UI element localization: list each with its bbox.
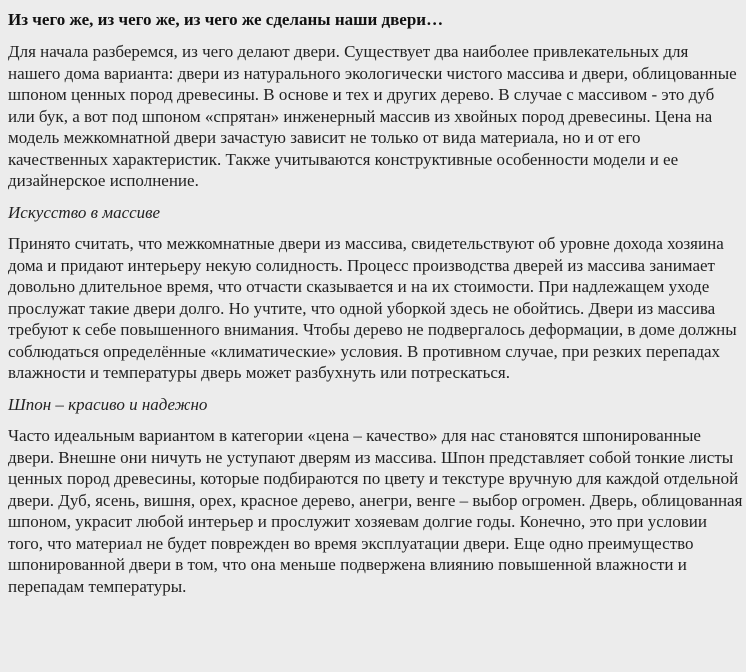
intro-paragraph: Для начала разберемся, из чего делают двери. Существует два наиболее привлекательных для нашего дома варианта: двери из натурального экологически чистого массива и двери, облицованные шпоном ценных пород древесины. В основе и тех и других дерево. В случае с массивом - это дуб или бук, а вот под шпоном «спрятан» инженерный массив из хвойных пород древесины. Цена на модель межкомнатной двери зачастую зависит не только от вида материала, но и от его качественных характеристик. Также учитываются конструктивные особенности модели и ее дизайнерское исполнение. bbox=[8, 42, 737, 190]
section-paragraph-veneer: Часто идеальным вариантом в категории «цена – качество» для нас становятся шпонированные двери. Внешне они ничуть не уступают дверям из массива. Шпон представляет собой тонкие листы ценных пород древесины, которые подбираются по цвету и текстуре вручную для каждой отдельной двери. Дуб, ясень, вишня, орех, красное дерево, анегри, венге – выбор огромен. Дверь, облицованная шпоном, украсит любой интерьер и прослужит хозяевам долгие годы. Конечно, это при условии того, что материал не будет поврежден во время эксплуатации двери. Еще одно преимущество шпонированной двери в том, что она меньше подвержена влиянию повышенной влажности и перепадам температуры. bbox=[8, 426, 743, 596]
article-title: Из чего же, из чего же, из чего же сделаны наши двери… bbox=[8, 10, 444, 29]
section-paragraph-massive: Принято считать, что межкомнатные двери из массива, свидетельствуют об уровне дохода хозяина дома и придают интерьеру некую солидность. Процесс производства дверей из массива занимает довольно длительное время, что отчасти сказывается и на их стоимости. При надлежащем уходе прослужат такие двери долго. Но учтите, что одной уборкой здесь не обойтись. Двери из массива требуют к себе повышенного внимания. Чтобы дерево не подвергалось деформации, в доме должны соблюдаться определённые «климатические» условия. В противном случае, при резких перепадах влажности и температуры дверь может разбухнуть или потрескаться. bbox=[8, 234, 737, 382]
section-heading-veneer: Шпон – красиво и надежно bbox=[8, 394, 208, 414]
article bbox=[8, 9, 743, 597]
section-heading-massive: Искусство в массиве bbox=[8, 202, 161, 222]
